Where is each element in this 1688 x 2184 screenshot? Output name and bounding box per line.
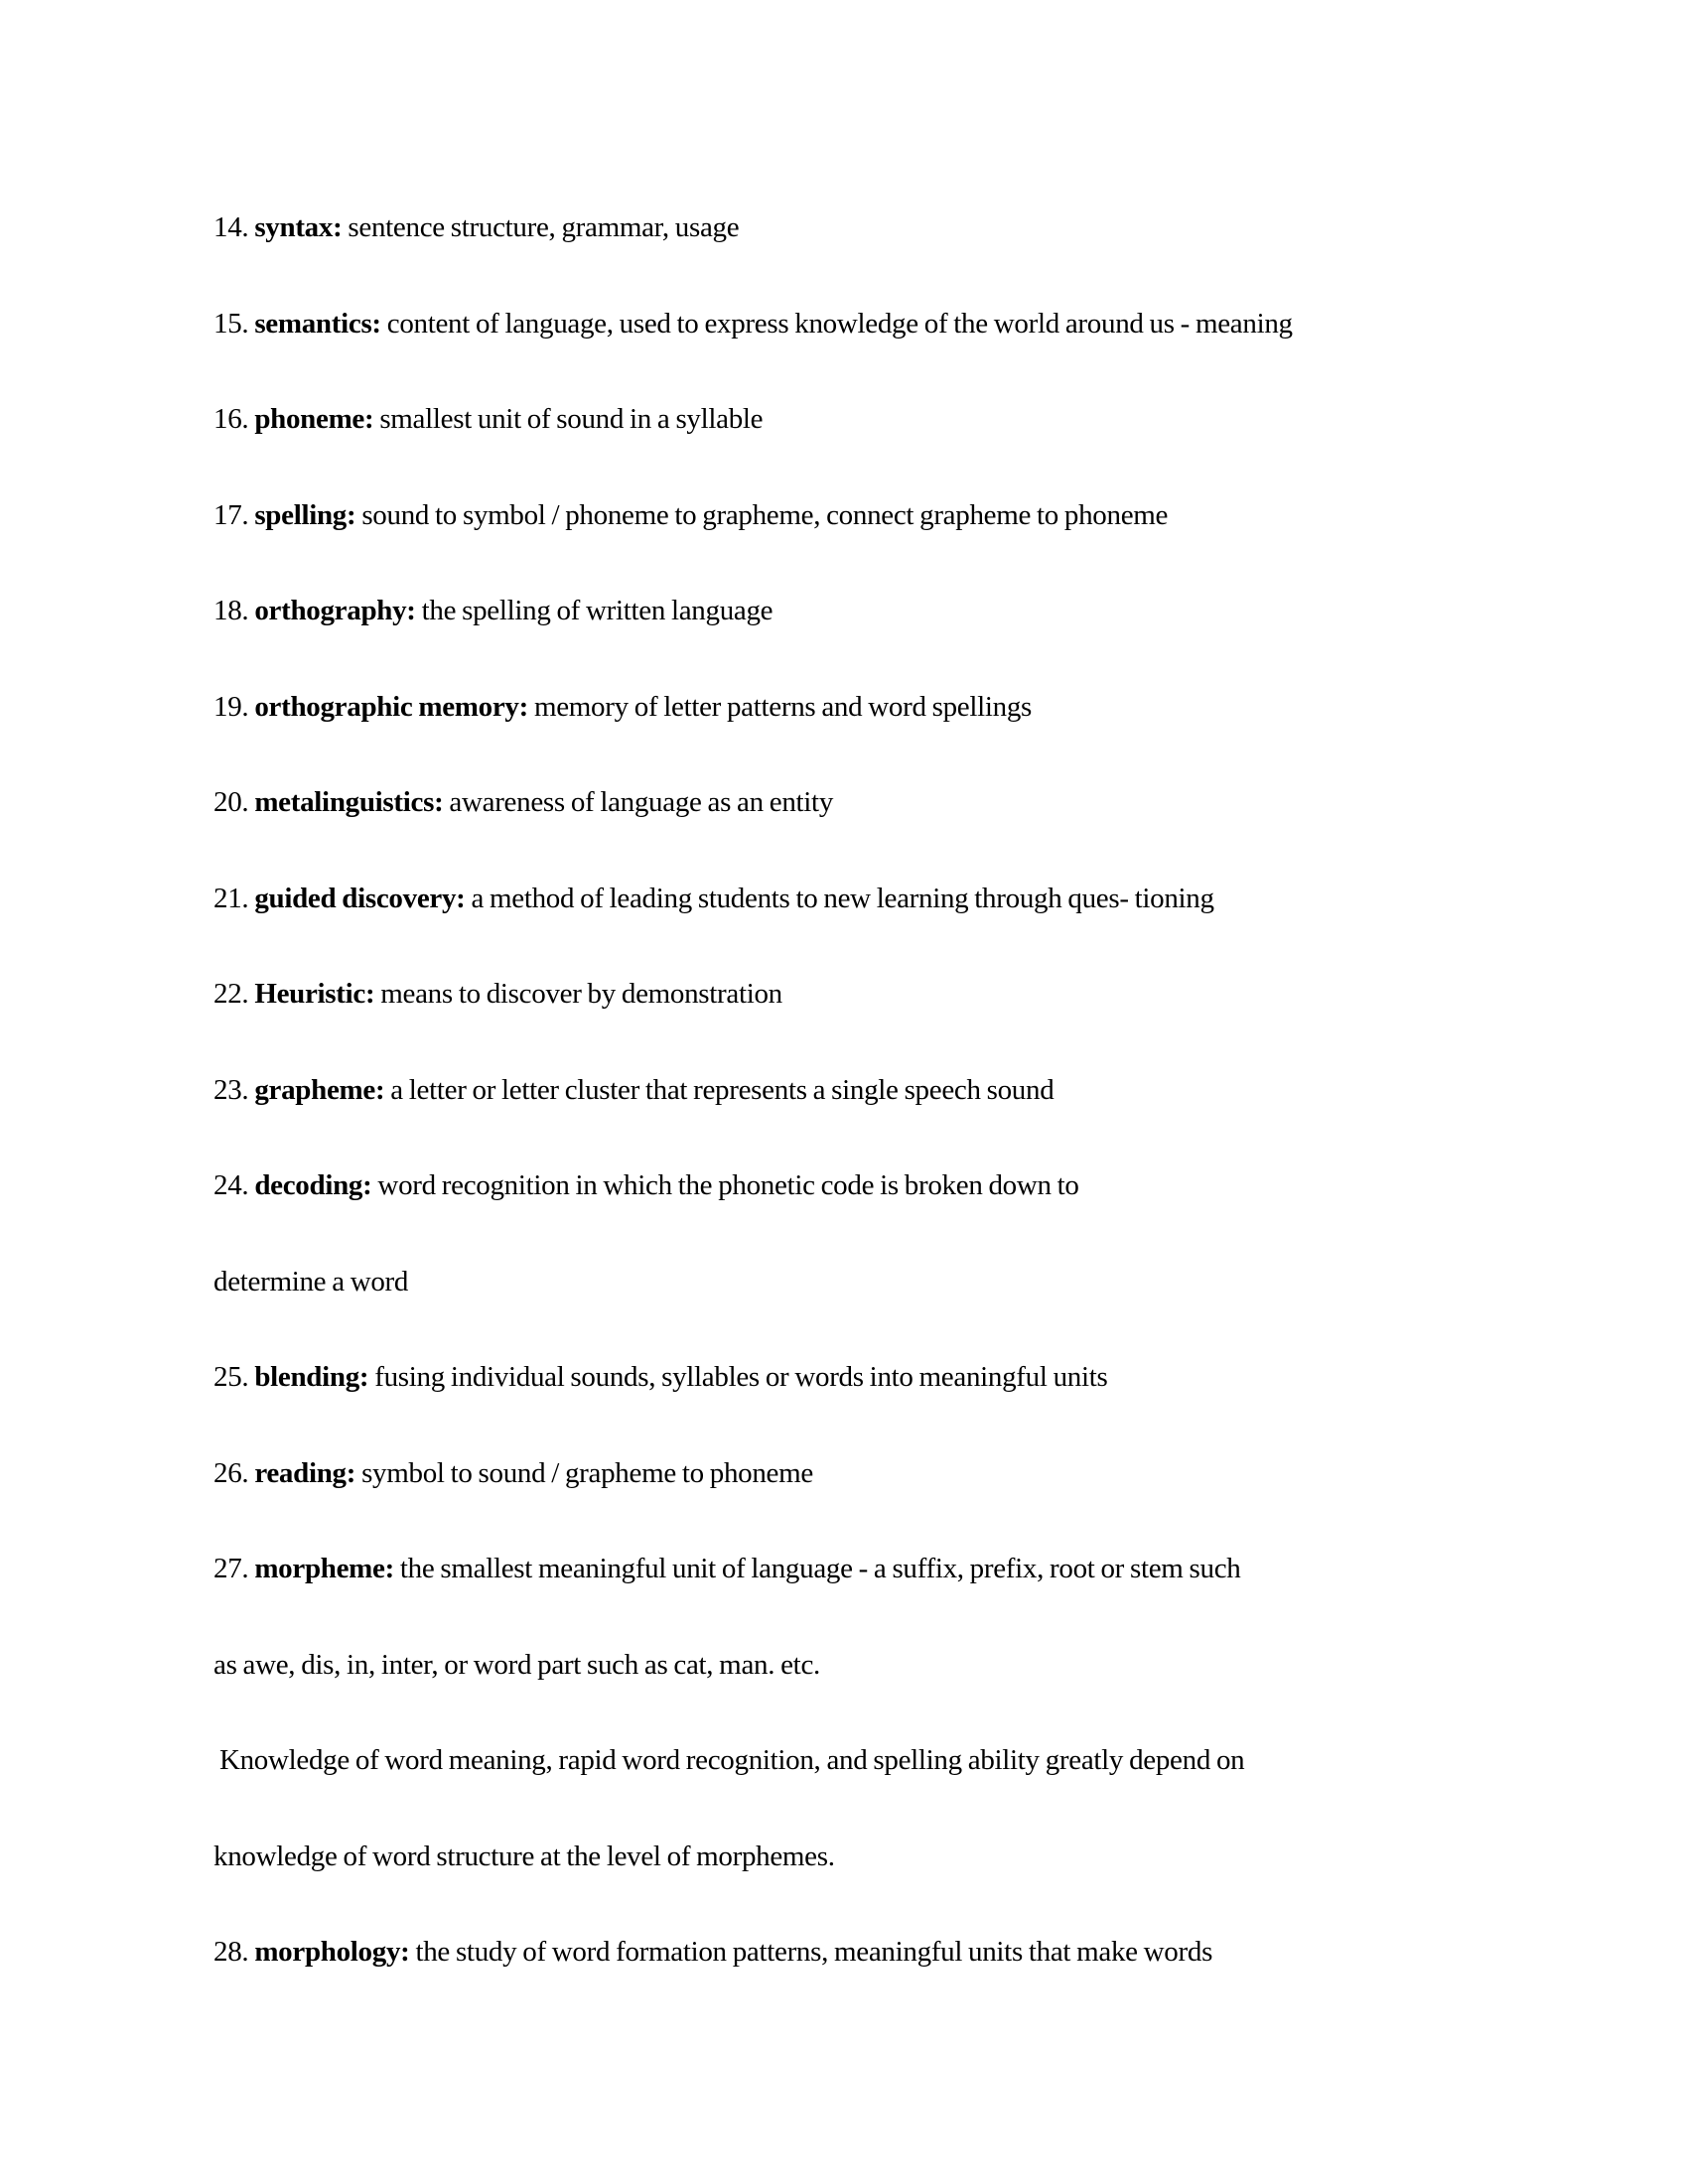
item-number: 17.: [213, 498, 249, 531]
item-number: 28.: [213, 1936, 249, 1968]
item-number: 20.: [213, 786, 249, 818]
item-number: 14.: [213, 211, 249, 243]
item-definition: a letter or letter cluster that represents a single speech sound: [390, 1073, 1055, 1106]
item-term: grapheme:: [254, 1073, 385, 1106]
item-term: syntax:: [254, 211, 343, 243]
glossary-item-line: [213, 468, 1554, 564]
item-term: metalinguistics:: [254, 786, 444, 818]
continuation-text: as awe, dis, in, inter, or word part such as cat, man. etc.: [213, 1648, 820, 1681]
item-number: 25.: [213, 1361, 249, 1393]
item-term: spelling:: [254, 498, 356, 531]
item-definition: fusing individual sounds, syllables or words into meaningful units: [374, 1361, 1108, 1393]
item-number: 19.: [213, 690, 249, 723]
item-definition: sound to symbol / phoneme to grapheme, connect grapheme to phoneme: [361, 498, 1169, 531]
glossary-continuation-line: [213, 1234, 1554, 1330]
item-definition: symbol to sound / grapheme to phoneme: [361, 1456, 813, 1489]
item-term: orthographic memory:: [254, 690, 528, 723]
item-term: decoding:: [254, 1169, 372, 1201]
item-number: 21.: [213, 882, 249, 914]
glossary-item-line: [213, 754, 1554, 851]
glossary-item-line: [213, 1904, 1554, 2000]
continuation-text: determine a word: [213, 1265, 409, 1297]
glossary-item-line: [213, 946, 1554, 1042]
item-definition: the smallest meaningful unit of language - a suffix, prefix, root or stem such: [399, 1553, 1241, 1584]
continuation-text: Knowledge of word meaning, rapid word recognition, and spelling ability greatly depend on: [213, 1744, 1245, 1776]
item-term: morpheme:: [254, 1553, 394, 1584]
item-number: 23.: [213, 1073, 249, 1106]
item-number: 15.: [213, 307, 249, 340]
glossary-continuation-line: [213, 1809, 1554, 1905]
item-term: blending:: [254, 1361, 369, 1393]
item-number: 26.: [213, 1456, 249, 1489]
glossary-item-line: [213, 1426, 1554, 1522]
item-term: semantics:: [254, 307, 381, 340]
item-number: 27.: [213, 1553, 249, 1584]
item-definition: awareness of language as an entity: [449, 786, 834, 818]
glossary-item-line: [213, 180, 1554, 276]
glossary-continuation-line: [213, 1617, 1554, 1713]
item-definition: memory of letter patterns and word spellings: [533, 690, 1033, 723]
glossary-item-line: [213, 1042, 1554, 1139]
item-definition: word recognition in which the phonetic code is broken down to: [377, 1169, 1079, 1201]
glossary-continuation-line: [213, 1712, 1554, 1809]
item-definition: a method of leading students to new learning through ques- tioning: [471, 882, 1214, 914]
item-number: 18.: [213, 595, 249, 626]
item-definition: sentence structure, grammar, usage: [348, 211, 740, 243]
item-term: guided discovery:: [254, 882, 466, 914]
glossary-item-line: [213, 371, 1554, 468]
glossary-item-line: [213, 276, 1554, 372]
item-term: Heuristic:: [254, 978, 375, 1010]
item-definition: the study of word formation patterns, meaningful units that make words: [415, 1936, 1213, 1968]
item-term: phoneme:: [254, 403, 374, 435]
glossary-item-line: [213, 563, 1554, 659]
item-definition: the spelling of written language: [421, 595, 774, 626]
item-term: morphology:: [254, 1936, 410, 1968]
item-number: 16.: [213, 403, 249, 435]
item-definition: content of language, used to express knowledge of the world around us - meaning: [386, 307, 1293, 340]
glossary-item-line: [213, 1138, 1554, 1234]
continuation-text: knowledge of word structure at the level of morphemes.: [213, 1840, 835, 1872]
item-term: orthography:: [254, 595, 416, 626]
glossary-item-line: [213, 1329, 1554, 1426]
glossary-item-line: [213, 659, 1554, 755]
item-number: 22.: [213, 978, 249, 1010]
document-body: [213, 180, 1554, 2000]
glossary-item-line: [213, 851, 1554, 947]
item-term: reading:: [254, 1456, 356, 1489]
item-number: 24.: [213, 1169, 249, 1201]
glossary-item-line: [213, 1521, 1554, 1617]
item-definition: means to discover by demonstration: [380, 978, 782, 1010]
item-definition: smallest unit of sound in a syllable: [379, 403, 764, 435]
